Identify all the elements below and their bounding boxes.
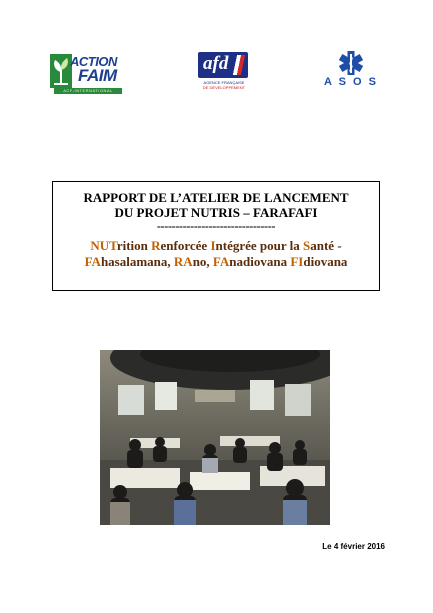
acf-logo-tagline: ACF-INTERNATIONAL	[54, 88, 122, 94]
asos-logo	[322, 50, 380, 94]
report-title-line1: RAPPORT DE L’ATELIER DE LANCEMENT	[83, 190, 349, 205]
afd-logo	[198, 52, 250, 94]
acronym-text: rition	[116, 238, 152, 253]
acronym-text: enforcée	[160, 238, 211, 253]
acronym-text: hasalamana,	[100, 254, 174, 269]
acronym-letter: FI	[290, 254, 304, 269]
acronym-letter: R	[151, 238, 161, 253]
report-date: Le 4 février 2016	[322, 542, 385, 551]
afd-logo-subtitle-2: DE DÉVELOPPEMENT	[202, 85, 246, 90]
project-acronym-line2	[53, 254, 379, 269]
acronym-text: diovana	[303, 254, 348, 269]
project-acronym-line1	[53, 238, 379, 253]
asos-logo-letters: A S O S	[324, 76, 378, 88]
action-contre-la-faim-logo	[50, 52, 125, 97]
title-separator: --------------------------------	[156, 219, 276, 233]
afd-logo-subtitle-1: AGENCE FRANÇAISE	[203, 80, 245, 85]
acf-logo-line2: FAIM	[78, 66, 117, 85]
report-title-line2: DU PROJET NUTRIS – FARAFAFI	[114, 205, 318, 220]
workshop-photo	[100, 350, 330, 525]
asos-star-of-life-icon	[322, 50, 380, 78]
acf-plant-icon	[50, 54, 72, 88]
acronym-text: ntégrée pour la	[215, 238, 304, 253]
afd-logo-box	[198, 52, 248, 78]
acronym-text: no,	[192, 254, 213, 269]
acronym-letter: FA	[212, 254, 230, 269]
french-flag-icon	[229, 55, 245, 75]
afd-logo-mark: afd	[203, 53, 229, 74]
acronym-letter: S	[303, 238, 311, 253]
workshop-meeting-image	[100, 350, 330, 525]
acronym-text: anté -	[310, 238, 342, 253]
acf-logo-line1: ACTION	[70, 54, 117, 69]
report-title-box	[52, 181, 380, 291]
acronym-text: nadiovana	[229, 254, 291, 269]
acronym-letter: I	[210, 238, 216, 253]
acronym-letter: FA	[84, 254, 101, 269]
acronym-letter: NUT	[90, 238, 117, 253]
acronym-letter: RA	[173, 254, 193, 269]
